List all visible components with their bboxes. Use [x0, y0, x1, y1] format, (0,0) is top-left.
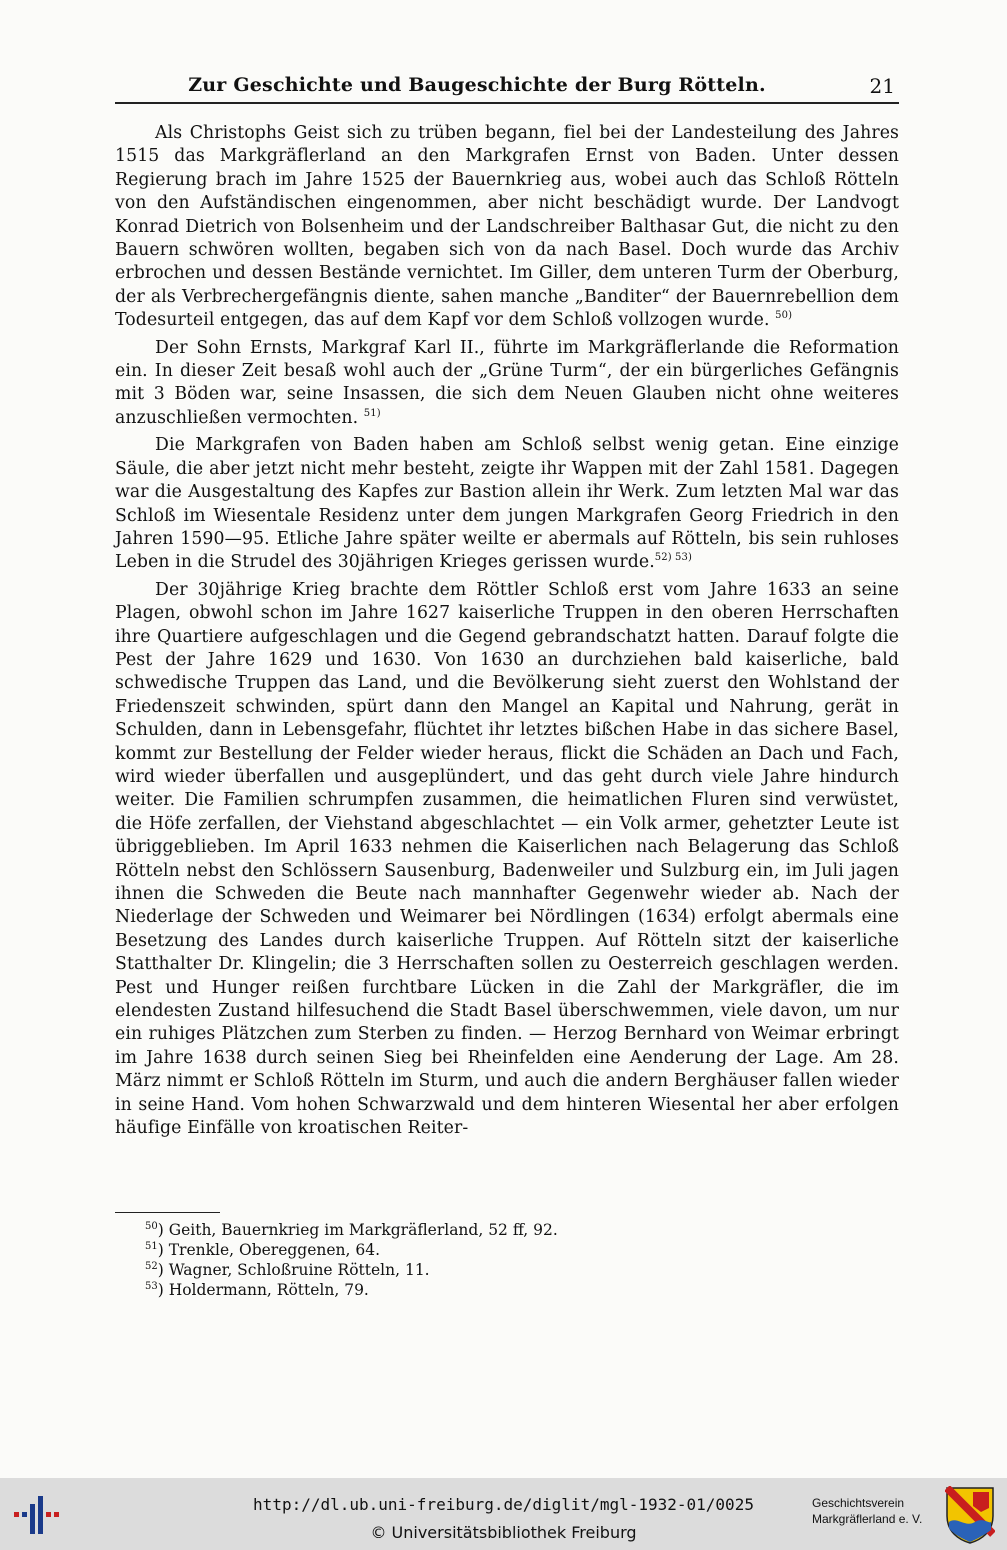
- viewer-footer: [0, 1478, 1007, 1550]
- note-ref-51: 51): [363, 408, 381, 420]
- running-title: Zur Geschichte und Baugeschichte der Burg Rötteln.: [188, 74, 766, 96]
- footnote-rule: [115, 1212, 220, 1213]
- paragraph-2: Der Sohn Ernsts, Markgraf Karl II., führte im Markgräflerlande die Reformation ein. In dieser Zeit besaß wohl auch der „Grüne Turm“, der ein bürgerliches Gefängnis mit 3 Böden war, seine Insassen, die sich dem Neuen Glauben nicht ohne weiteres anzuschließen vermochten. $^{51)}$: [115, 337, 899, 428]
- paragraph-1: Als Christophs Geist sich zu trüben begann, fiel bei der Landesteilung des Jahres 1515 das Markgräflerland an den Markgrafen Ernst von Baden. Unter dessen Regierung brach im Jahre 1525 der Bauernkrieg aus, wobei auch das Schloß Rötteln von den Aufständischen eingenommen, aber nicht beschädigt wurde. Der Landvogt Konrad Dietrich von Bolsenheim und der Landschreiber Balthasar Gut, die nicht zu den Bauern schwören wollten, begaben sich von da nach Basel. Doch wurde das Archiv erbrochen und dessen Bestände vernichtet. Im Giller, dem unteren Turm der Oberburg, der als Verbrechergefängnis diente, sahen manche „Banditer“ der Bauernrebellion dem Todesurteil entgegen, das auf dem Kapf vor dem Schloß vollzogen wurde. $^{50)}$: [115, 123, 899, 331]
- footnote-50: $^{50}$) Geith, Bauernkrieg im Markgräflerland, 52 ff, 92.: [145, 1220, 558, 1239]
- page-number: 21: [869, 74, 895, 98]
- note-ref-50: 50): [775, 310, 793, 322]
- paragraph-3: Die Markgrafen von Baden haben am Schloß selbst wenig getan. Eine einzige Säule, die aber jetzt nicht mehr besteht, zeigte ihr Wappen mit der Zahl 1581. Dagegen war die Ausgestaltung des Kapfes zur Bastion allein ihr Werk. Zum letzten Mal war das Schloß im Wiesentale Residenz unter dem jungen Markgrafen Georg Friedrich in den Jahren 1590—95. Etliche Jahre später weilte er abermals auf Rötteln, bis sein ruhloses Leben in die Strudel des 30jährigen Krieges gerissen wurde.$^{52) 53)}$: [115, 435, 899, 573]
- footnote-51: $^{51}$) Trenkle, Obereggenen, 64.: [145, 1240, 381, 1259]
- footnotes: [145, 1220, 885, 1300]
- footnote-53: $^{53}$) Holdermann, Rötteln, 79.: [145, 1280, 369, 1299]
- paragraph-4: Der 30jährige Krieg brachte dem Röttler Schloß erst vom Jahre 1633 an seine Plagen, obwohl schon im Jahre 1627 kaiserliche Truppen in den oberen Herrschaften ihre Quartiere aufgeschlagen und die Gegend gebrandschatzt hatten. Darauf folgte die Pest der Jahre 1629 und 1630. Von 1630 an durchziehen bald kaiserliche, bald schwedische Truppen das Land, und die Bevölkerung sieht zuerst den Wohlstand der Friedenszeit schwinden, spürt dann den Mangel an Kapital und Nahrung, gerät in Schulden, dann in Lebensgefahr, flüchtet ihr letztes bißchen Habe in das sichere Basel, kommt zur Bestellung der Felder wieder heraus, flickt die Schäden an Dach und Fach, wird wieder überfallen und ausgeplündert, und das geht durch viele Jahre hindurch weiter. Die Familien schrumpfen zusammen, die heimatlichen Fluren sind verwüstet, die Höfe zerfallen, der Viehstand abgeschlachtet — ein Volk armer, gehetzter Leute ist übriggeblieben. Im April 1633 nehmen die Kaiserlichen nach Belagerung das Schloß Rötteln nebst den Schlössern Sausenburg, Badenweiler und Sulzburg ein, im Juli jagen ihnen die Schweden die Beute nach mannhafter Gegenwehr wieder ab. Nach der Niederlage der Schweden und Weimarer bei Nördlingen (1634) erfolgt abermals eine Besetzung des Landes durch kaiserliche Truppen. Auf Rötteln sitzt der kaiserliche Statthalter Dr. Klingelin; die 3 Herrschaften sollen zu Oesterreich geschlagen werden. Pest und Hunger reißen furchtbare Lücken in die Zahl der Markgräfler, die im elendesten Zustand hilfesuchend die Stadt Basel überschwemmen, viele davon, um nur ein ruhiges Plätzchen zum Sterben zu finden. — Herzog Bernhard von Weimar erbringt im Jahre 1638 durch seinen Sieg bei Rheinfelden eine Aenderung der Lage. Am 28. März nimmt er Schloß Rötteln im Sturm, und auch die andern Berghäuser fallen wieder in seine Hand. Vom hohen Schwarzwald und dem hinteren Wiesental her aber erfolgen häufige Einfälle von kroatischen Reiter-: [115, 579, 899, 1139]
- permalink-url[interactable]: http://dl.ub.uni-freiburg.de/diglit/mgl-1932-01/0025: [253, 1495, 754, 1514]
- footnote-52: $^{52}$) Wagner, Schloßruine Rötteln, 11.: [145, 1260, 430, 1279]
- copyright-line: © Universitätsbibliothek Freiburg: [370, 1523, 637, 1542]
- body-text: [115, 122, 899, 1144]
- note-ref-52-53: 52) 53): [654, 552, 692, 564]
- publisher-name: Geschichtsverein Markgräflerland e. V.: [812, 1496, 923, 1526]
- coat-of-arms-icon: [945, 1486, 995, 1544]
- running-header: [115, 74, 899, 104]
